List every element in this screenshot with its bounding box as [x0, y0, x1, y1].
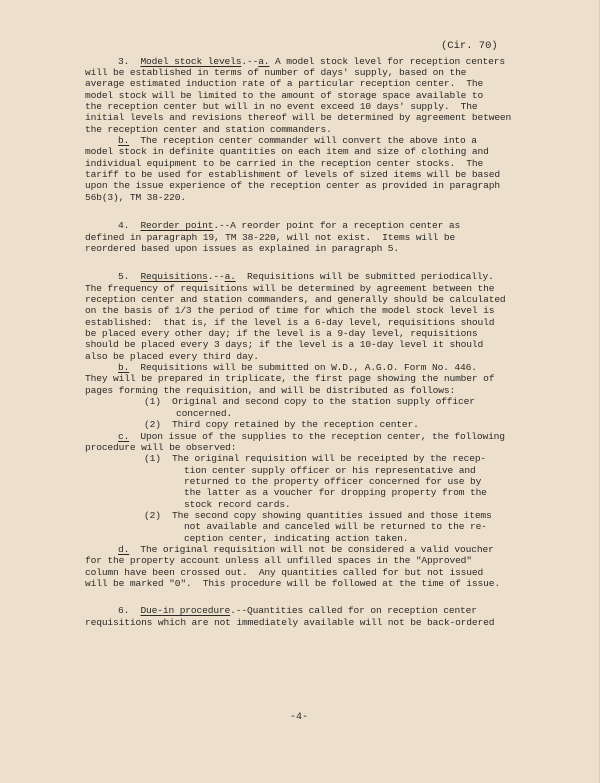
- para3-heading: Model stock levels: [140, 56, 242, 67]
- para5-sub-d: d.: [118, 544, 130, 555]
- para4-line2: defined in paragraph 19, TM 38-220, will not exist. Items will be: [85, 232, 456, 243]
- para6-line2: requisitions which are not immediately available will not be back-ordered: [85, 617, 495, 628]
- para5-sub-b: b.: [118, 362, 130, 373]
- para3-b-line4: tariff to be used for establishment of levels of sized items will be based: [85, 169, 500, 180]
- circular-number: (Cir. 70): [441, 40, 498, 52]
- para3-b-line6: 56b(3), TM 38-220.: [85, 192, 186, 203]
- para3-number: 3.: [118, 56, 130, 67]
- para3-dash: .--: [241, 56, 259, 67]
- para5-c-item1: (1) The original requisition will be receipted by the recep-: [144, 453, 487, 464]
- para3-b-line5: upon the issue experience of the reception center as provided in paragraph: [85, 180, 500, 191]
- para6-line1: [118, 605, 477, 617]
- para3-sub-b: b.: [118, 135, 130, 146]
- para3-b-line1: [118, 135, 477, 147]
- para4-heading: Reorder point: [140, 220, 214, 231]
- para5-c-item1-l5: stock record cards.: [184, 499, 291, 510]
- para5-line4: on the basis of 1/3 the period of time for which the model stock level is: [85, 305, 495, 316]
- para5-c-line1: [118, 431, 505, 443]
- para3-line6: initial levels and revisions thereof will be determined by agreement between: [85, 112, 512, 123]
- para5-d-line1: [118, 544, 494, 556]
- para5-c-text: Upon issue of the supplies to the reception center, the following: [129, 431, 505, 442]
- para3-line5: the reception center but will in no event exceed 10 days' supply. The: [85, 101, 478, 112]
- para5-c-line2: procedure will be observed:: [85, 442, 237, 453]
- para3-line1: [118, 56, 505, 68]
- para6-heading: Due-in procedure: [140, 605, 231, 616]
- para5-c-item2: (2) The second copy showing quantities issued and those items: [144, 510, 492, 521]
- para5-b-item1-cont: concerned.: [176, 408, 233, 419]
- para5-sub-c: c.: [118, 431, 130, 442]
- para5-heading: Requisitions: [140, 271, 208, 282]
- para5-d-line2: for the property account unless all unfilled spaces in the "Approved": [85, 555, 472, 566]
- para4-line3: reordered based upon issues as explained in paragraph 5.: [85, 243, 400, 254]
- para6-number: 6.: [118, 605, 130, 616]
- para5-c-item1-l4: the latter as a voucher for dropping property from the: [184, 487, 487, 498]
- para5-line7: should be placed every 3 days; if the level is a 10-day level it should: [85, 339, 484, 350]
- para5-b-text: Requisitions will be submitted on W.D., A.G.O. Form No. 446.: [129, 362, 477, 373]
- para5-b-line3: pages forming the requisition, and will be distributed as follows:: [85, 385, 456, 396]
- para3-b-text: The reception center commander will convert the above into a: [129, 135, 477, 146]
- para5-dash: .--: [207, 271, 225, 282]
- para6-text: .--Quantities called for on reception center: [230, 605, 477, 616]
- para5-line3: reception center and station commanders, and generally should be calculated: [85, 294, 506, 305]
- page-number: -4-: [290, 712, 309, 723]
- para4-line1: [118, 220, 460, 232]
- para5-b-item2: (2) Third copy retained by the reception center.: [144, 419, 419, 430]
- para5-text: Requisitions will be submitted periodically.: [235, 271, 494, 282]
- para5-line2: The frequency of requisitions will be determined by agreement between the: [85, 283, 495, 294]
- para5-sub-a: a.: [224, 271, 236, 282]
- para5-line1: [118, 271, 494, 283]
- para5-number: 5.: [118, 271, 130, 282]
- para5-b-line2: They will be prepared in triplicate, the first page showing the number of: [85, 373, 495, 384]
- para5-d-line4: will be marked "0". This procedure will be followed at the time of issue.: [85, 578, 500, 589]
- para3-line7: the reception center and station commanders.: [85, 124, 332, 135]
- para3-sub-a: a.: [258, 56, 270, 67]
- para5-d-line3: column have been crossed out. Any quantities called for but not issued: [85, 567, 484, 578]
- para5-line8: also be placed every third day.: [85, 351, 259, 362]
- para3-line4: model stock will be limited to the amount of storage space available to: [85, 90, 484, 101]
- para4-number: 4.: [118, 220, 130, 231]
- para5-b-item1: (1) Original and second copy to the station supply officer: [144, 396, 475, 407]
- para3-line2: will be established in terms of number of days' supply, based on the: [85, 67, 467, 78]
- para5-d-text: The original requisition will not be considered a valid voucher: [129, 544, 494, 555]
- para5-line5: established: that is, if the level is a 6-day level, requisitions should: [85, 317, 495, 328]
- para3-b-line3: individual equipment to be carried in the reception center stocks. The: [85, 158, 484, 169]
- para3-text: A model stock level for reception centers: [269, 56, 505, 67]
- para5-c-item2-l2: not available and canceled will be returned to the re-: [184, 521, 487, 532]
- para3-line3: average estimated induction rate of a particular reception center. The: [85, 78, 484, 89]
- para4-text: .--A reorder point for a reception center as: [213, 220, 461, 231]
- para5-c-item1-l2: tion center supply officer or his representative and: [184, 465, 476, 476]
- para5-c-item1-l3: returned to the property officer concerned for use by: [184, 476, 482, 487]
- para5-c-item2-l3: ception center, indicating action taken.: [184, 533, 409, 544]
- para5-b-line1: [118, 362, 477, 374]
- para5-line6: be placed every other day; if the level is a 9-day level, requisitions: [85, 328, 478, 339]
- para3-b-line2: model stock in definite quantities on each item and size of clothing and: [85, 146, 489, 157]
